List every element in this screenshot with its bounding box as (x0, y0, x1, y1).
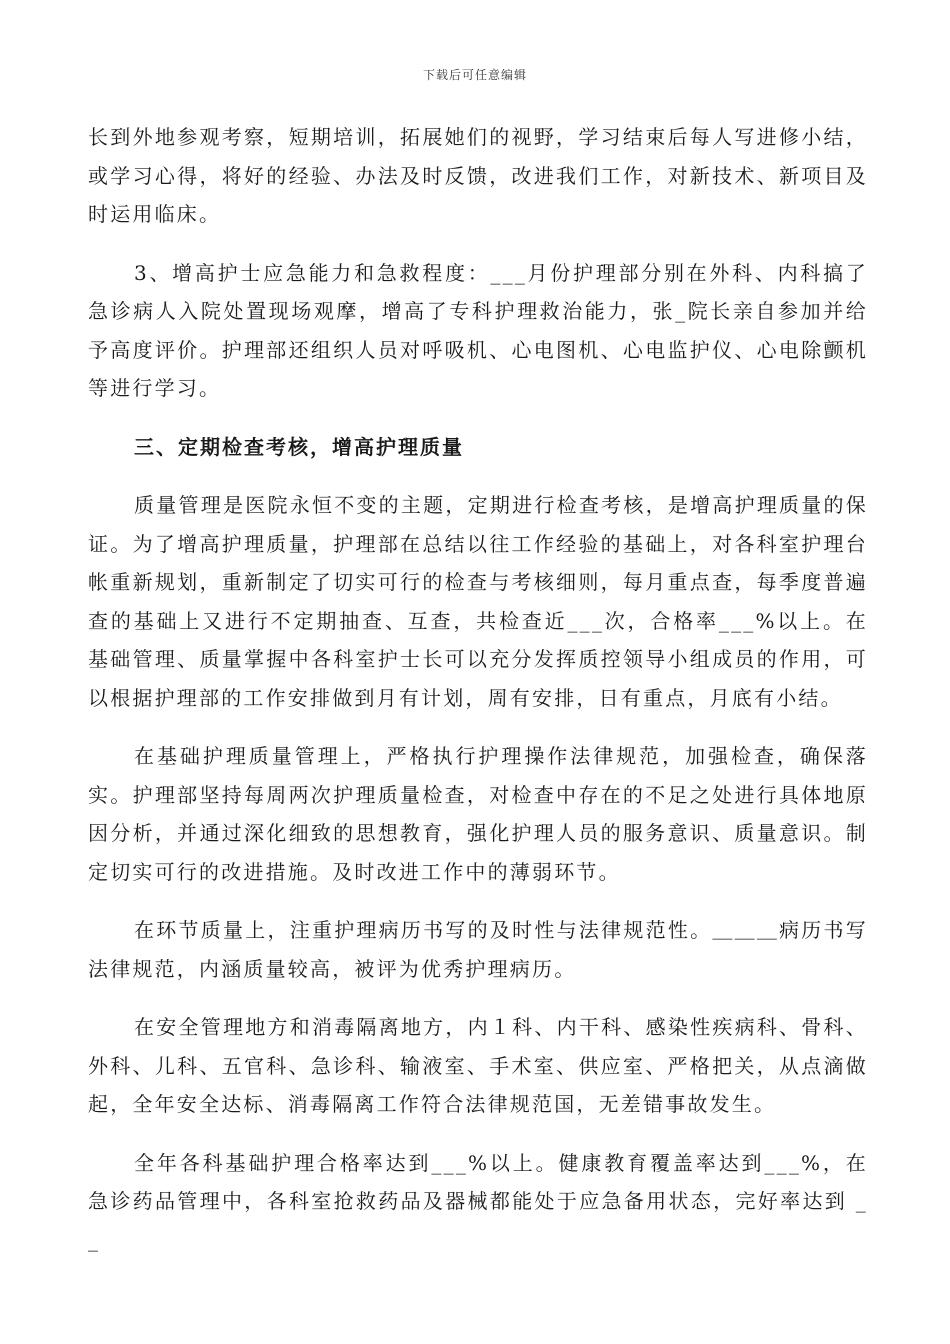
document-body (88, 118, 868, 1259)
paragraph-emergency-training: 3、增高护士应急能力和急救程度：___月份护理部分别在外科、内科搞了急诊病人入院处置现场观摩，增高了专科护理救治能力，张_院长亲自参加并给予高度评价。护理部还组织人员对呼吸机、心电图机、心电监护仪、心电除颤机等进行学习。 (88, 260, 868, 400)
paragraph-quality-management: 质量管理是医院永恒不变的主题，定期进行检查考核，是增高护理质量的保证。为了增高护理质量，护理部在总结以往工作经验的基础上，对各科室护理台帐重新规划，重新制定了切实可行的检查与考核细则，每月重点查，每季度普遍查的基础上又进行不定期抽查、互查，共检查近___次，合格率___%以上。在基础管理、质量掌握中各科室护士长可以充分发挥质控领导小组成员的作用，可以根据护理部的工作安排做到月有计划，周有安排，日有重点，月底有小结。 (88, 493, 868, 710)
section-heading: 三、定期检查考核，增高护理质量 (134, 434, 464, 459)
paragraph-process-quality: 在环节质量上，注重护理病历书写的及时性与法律规范性。＿＿＿病历书写法律规范，内涵质量较高，被评为优秀护理病历。 (88, 918, 868, 981)
page-header-note: 下载后可任意编辑 (422, 68, 527, 82)
paragraph-annual-rates: 全年各科基础护理合格率达到___%以上。健康教育覆盖率达到___%，在急诊药品管理中，各科室抢救药品及器械都能处于应急备用状态，完好率达到 __ (88, 1150, 868, 1252)
paragraph-continuation: 长到外地参观考察，短期培训，拓展她们的视野，学习结束后每人写进修小结，或学习心得，将好的经验、办法及时反馈，改进我们工作，对新技术、新项目及时运用临床。 (88, 125, 868, 226)
paragraph-safety-management: 在安全管理地方和消毒隔离地方，内１科、内干科、感染性疾病科、骨科、外科、儿科、五官科、急诊科、输液室、手术室、供应室、严格把关，从点滴做起，全年安全达标、消毒隔离工作符合法律规范国，无差错事故发生。 (88, 1015, 868, 1116)
paragraph-basic-nursing: 在基础护理质量管理上，严格执行护理操作法律规范，加强检查，确保落实。护理部坚持每周两次护理质量检查，对检查中存在的不足之处进行具体地原因分析，并通过深化细致的思想教育，强化护理人员的服务意识、质量意识。制定切实可行的改进措施。及时改进工作中的薄弱环节。 (88, 744, 868, 884)
